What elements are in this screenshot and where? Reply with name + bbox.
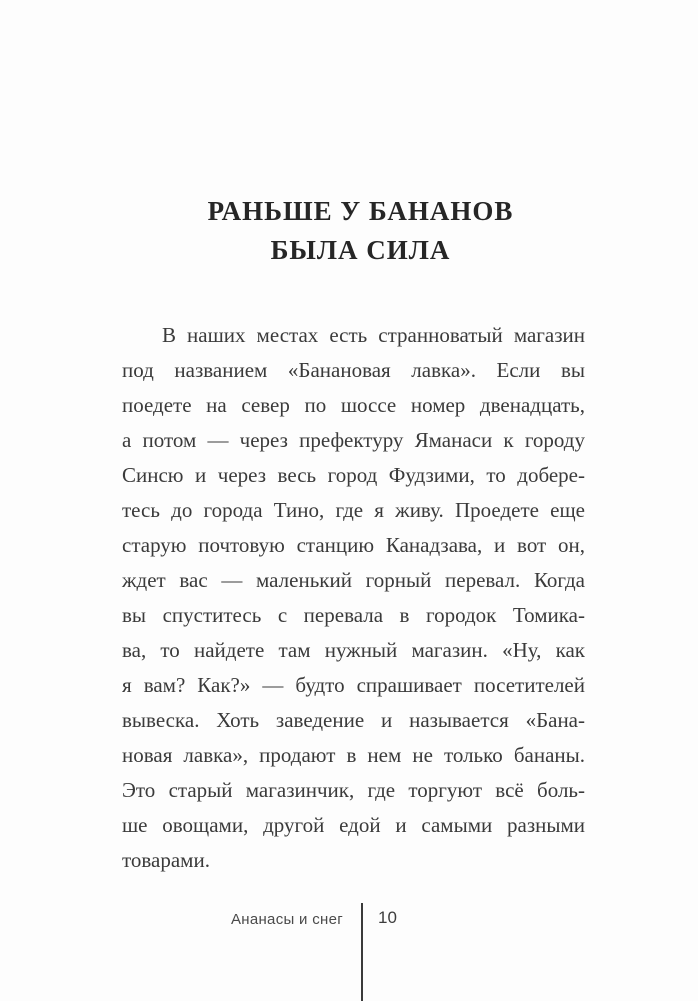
body-paragraph bbox=[122, 318, 585, 878]
body-line: Это старый магазинчик, где торгуют всё боль- bbox=[122, 778, 585, 802]
body-line: поедете на север по шоссе номер двенадцать, bbox=[122, 393, 585, 417]
body-line: я вам? Как?» — будто спрашивает посетителей bbox=[122, 673, 585, 697]
body-line: В наших местах есть странноватый магазин bbox=[162, 323, 585, 347]
footer-page-number: 10 bbox=[378, 908, 397, 927]
body-line: новая лавка», продают в нем не только бананы. bbox=[122, 743, 585, 767]
body-line: вы спуститесь с перевала в городок Томика- bbox=[122, 603, 585, 627]
body-line: ше овощами, другой едой и самыми разными bbox=[122, 813, 585, 837]
body-line: товарами. bbox=[122, 848, 210, 872]
footer-running-title: Ананасы и снег bbox=[230, 911, 343, 928]
body-line: тесь до города Тино, где я живу. Проедете еще bbox=[122, 498, 585, 522]
body-line: под названием «Банановая лавка». Если вы bbox=[122, 358, 585, 382]
chapter-title-line-1: РАНЬШЕ У БАНАНОВ bbox=[207, 196, 514, 226]
footer-divider-line bbox=[361, 903, 363, 1001]
body-line: старую почтовую станцию Канадзава, и вот он, bbox=[122, 533, 585, 557]
body-line: ждет вас — маленький горный перевал. Когда bbox=[122, 568, 585, 592]
chapter-title-line-2: БЫЛА СИЛА bbox=[270, 235, 451, 265]
body-line: а потом — через префектуру Яманаси к городу bbox=[122, 428, 585, 452]
body-line: вывеска. Хоть заведение и называется «Бана- bbox=[122, 708, 585, 732]
body-line: ва, то найдете там нужный магазин. «Ну, как bbox=[122, 638, 585, 662]
body-line: Синсю и через весь город Фудзими, то добере- bbox=[122, 463, 585, 487]
chapter-title bbox=[129, 192, 592, 270]
